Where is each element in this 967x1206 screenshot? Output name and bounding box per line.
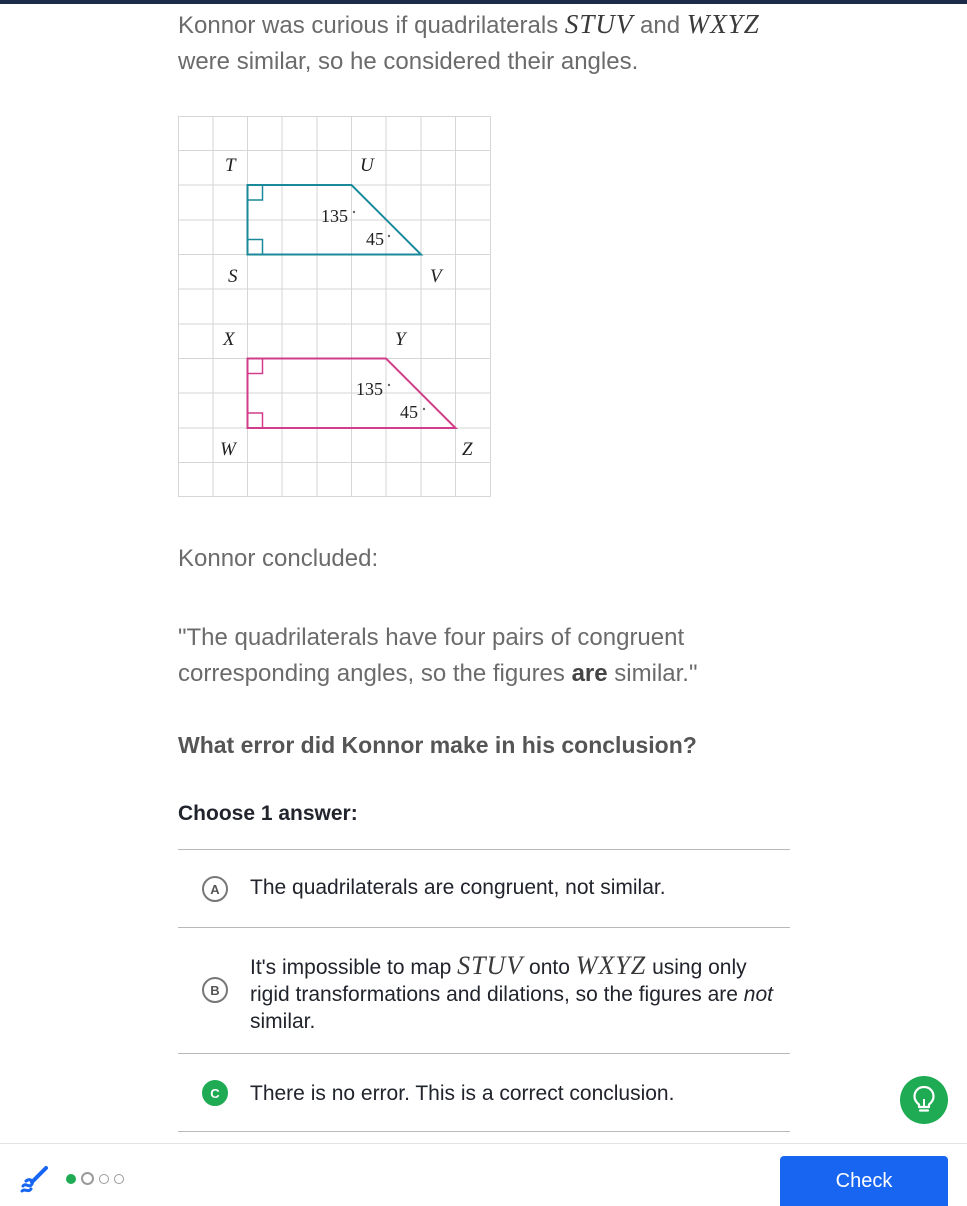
choice-c-text: There is no error. This is a correct conclusion. — [250, 1082, 675, 1105]
angle-z-45: 45 — [400, 402, 418, 422]
choose-answer-label: Choose 1 answer: — [178, 802, 358, 825]
quadrilateral-wxyz — [220, 329, 473, 460]
konnor-concluded-text: Konnor concluded: — [178, 545, 379, 572]
angle-v-45: 45 — [366, 229, 384, 249]
quadrilaterals-figure — [178, 116, 491, 497]
hint-button[interactable] — [900, 1076, 948, 1124]
vertex-x: X — [223, 329, 235, 350]
shape-name-stuv: STUV — [564, 9, 634, 39]
choice-c[interactable] — [178, 1054, 790, 1132]
check-button[interactable]: Check — [780, 1156, 948, 1206]
vertex-z: Z — [462, 439, 473, 460]
vertex-y: Y — [395, 329, 406, 350]
progress-dot-current — [81, 1172, 94, 1185]
choice-a-text: The quadrilaterals are congruent, not similar. — [250, 876, 666, 899]
progress-dot — [114, 1174, 124, 1184]
quadrilateral-stuv — [225, 155, 444, 287]
answer-choices — [178, 849, 790, 1132]
choice-b-text: It's impossible to map STUV onto WXYZ using only rigid transformations and dilations, so the figures are not similar. — [250, 951, 773, 1033]
angle-u-135: 135 — [321, 206, 348, 226]
konnor-quote: "The quadrilaterals have four pairs of congruent corresponding angles, so the figures are similar." — [178, 624, 698, 687]
choice-a[interactable] — [178, 850, 790, 928]
scratchpad-icon[interactable] — [20, 1164, 50, 1194]
question-prompt: What error did Konnor make in his conclusion? — [178, 732, 697, 758]
shape-name-wxyz: WXYZ — [686, 9, 760, 39]
choice-c-radio-selected[interactable]: C — [202, 1080, 228, 1106]
lightbulb-icon — [912, 1085, 936, 1115]
choice-b[interactable] — [178, 928, 790, 1054]
angle-y-135: 135 — [356, 379, 383, 399]
progress-dot-complete — [66, 1174, 76, 1184]
progress-dots — [66, 1172, 124, 1185]
intro-text: Konnor was curious if quadrilaterals STUV and WXYZ were similar, so he considered their angles. — [178, 9, 760, 75]
top-bar — [0, 0, 967, 4]
vertex-t: T — [225, 155, 236, 176]
vertex-u: U — [360, 155, 374, 176]
choice-a-radio[interactable]: A — [202, 876, 228, 902]
vertex-w: W — [220, 439, 236, 460]
choice-b-radio[interactable]: B — [202, 977, 228, 1003]
vertex-s: S — [228, 266, 238, 287]
progress-dot — [99, 1174, 109, 1184]
footer-bar — [0, 1143, 967, 1201]
vertex-v: V — [430, 266, 442, 287]
